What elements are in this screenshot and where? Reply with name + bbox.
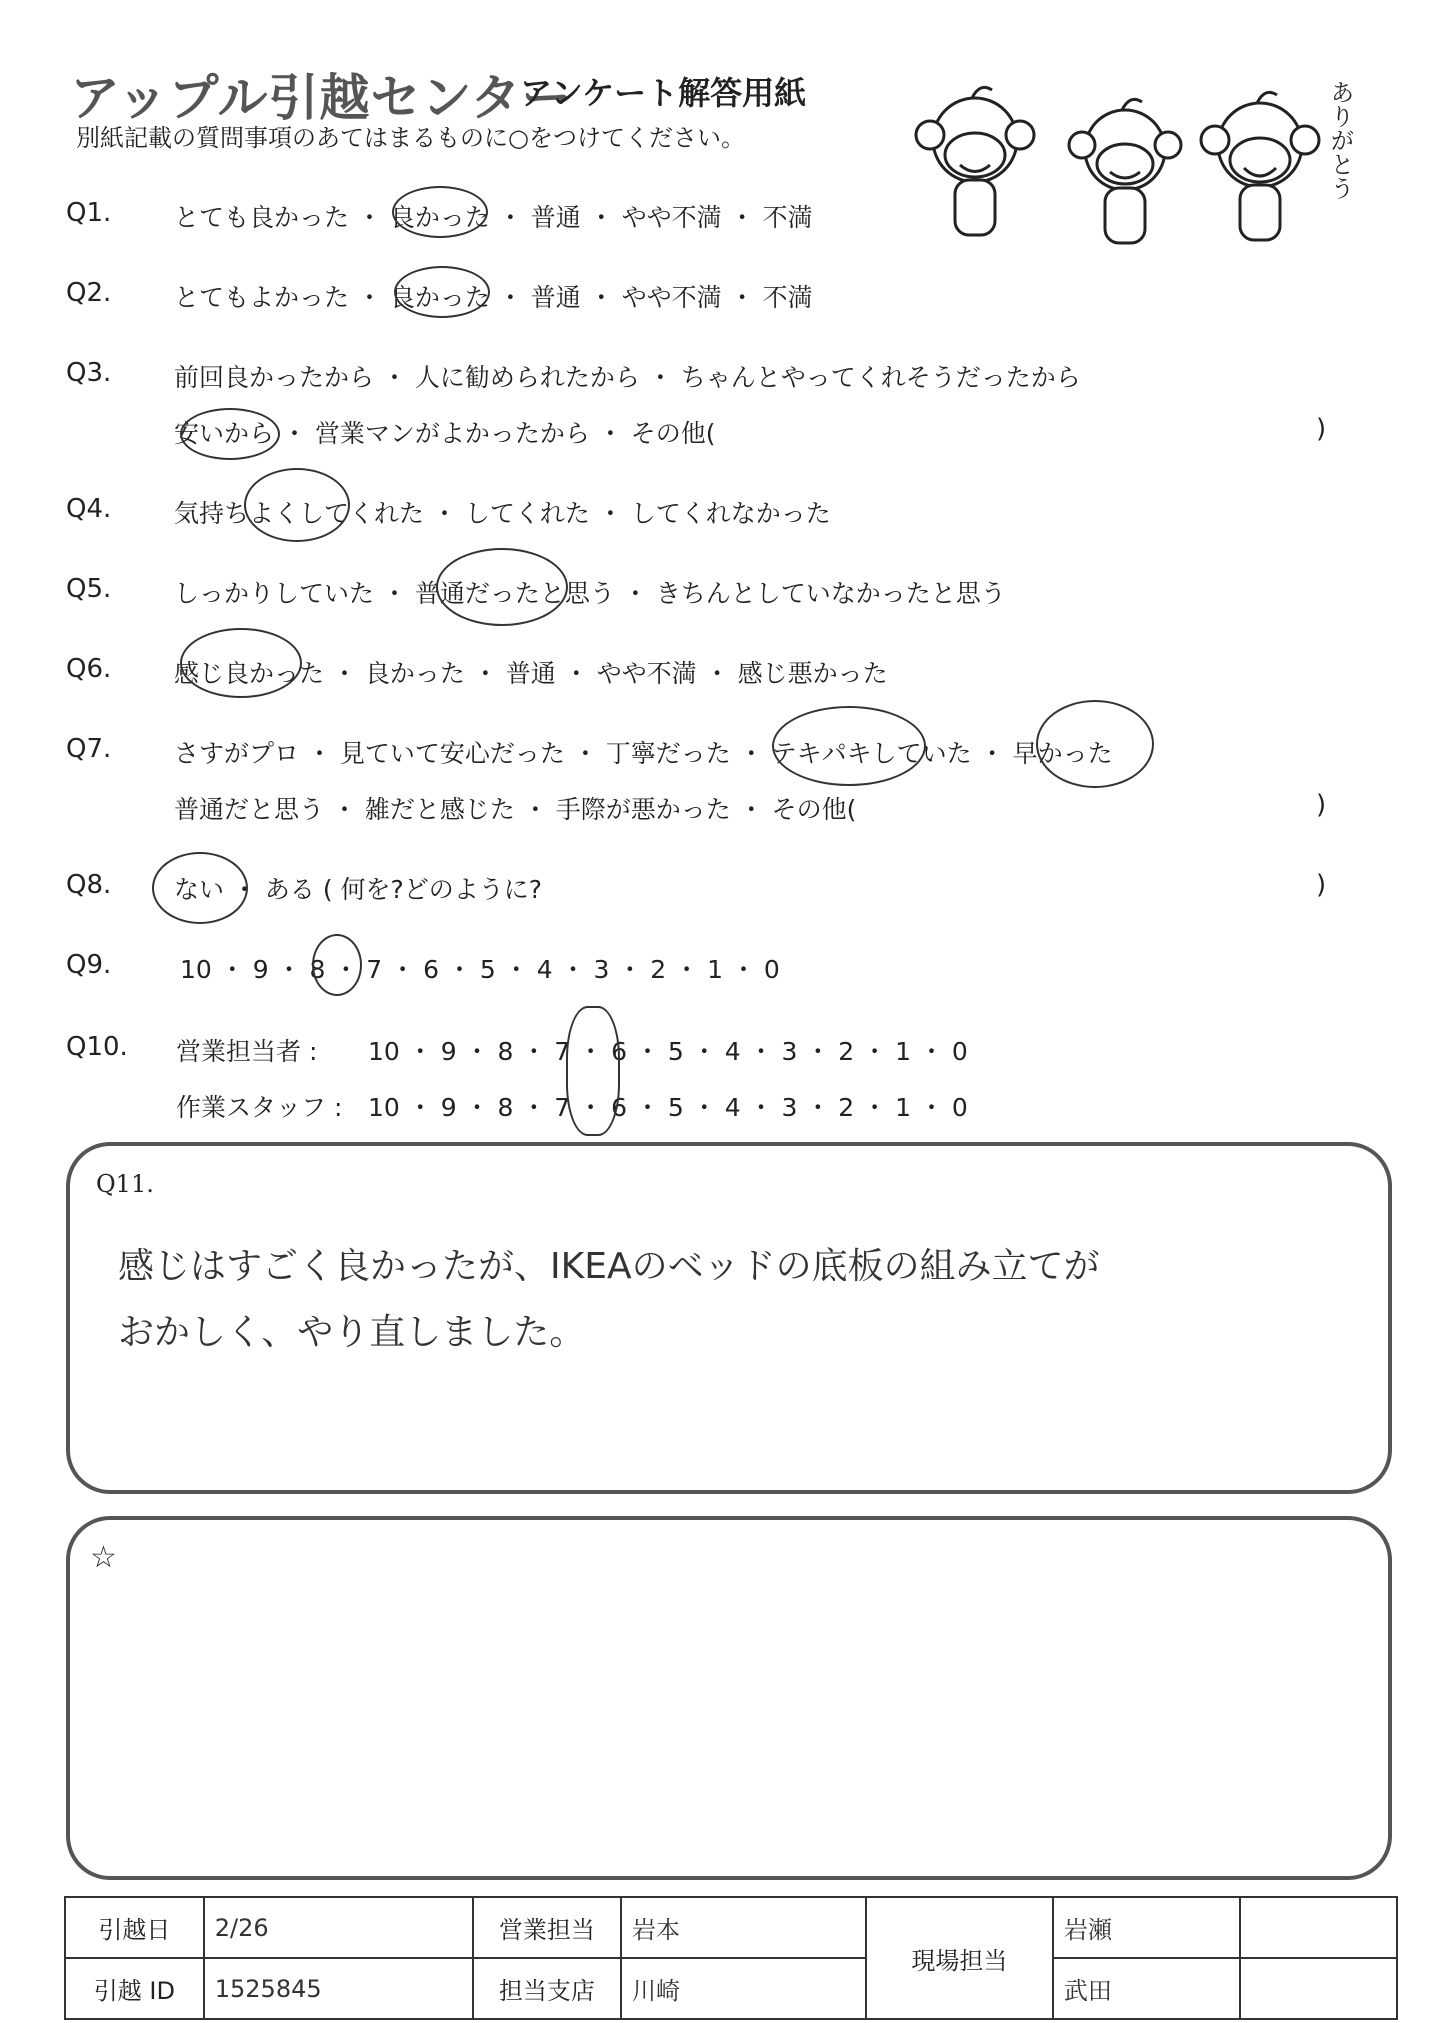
move-date-label: 引越日 [65,1897,204,1958]
q7-options-line2: 普通だと思う ・ 雑だと感じた ・ 手際が悪かった ・ その他( [174,795,857,824]
q7-number: Q7. [66,734,112,764]
monkey-mascots-illustration [900,60,1360,260]
q3-close-paren: ) [1316,414,1327,444]
monkey-2-icon [1069,99,1181,243]
extra-cell-2 [1240,1958,1397,2019]
star-icon: ☆ [90,1540,117,1575]
q5-number: Q5. [66,574,112,604]
move-id-label: 引越 ID [65,1958,204,2019]
sales-value: 岩本 [621,1897,866,1958]
q1-answer-circle [392,186,488,238]
q11-handwritten-line1: 感じはすごく良かったが、IKEAのベッドの底板の組み立てが [118,1246,1100,1287]
q11-handwritten-line2: おかしく、やり直しました。 [118,1312,586,1353]
q10-staff-scale: 10 ・ 9 ・ 8 ・ 7 ・ 6 ・ 5 ・ 4 ・ 3 ・ 2 ・ 1 ・ 0 [368,1093,968,1122]
branch-label: 担当支店 [473,1958,621,2019]
q8-answer-circle [152,852,248,924]
brand-title: アップル引越センター [70,69,573,127]
q5-answer-circle [436,548,568,626]
q7-answer-circle-1 [772,706,926,786]
q3-answer-circle [180,408,280,460]
move-date-value: 2/26 [204,1897,473,1958]
q10-staff-label: 作業スタッフ : [176,1093,343,1122]
q3-number: Q3. [66,358,112,388]
q7-close-paren: ) [1316,790,1327,820]
q6-options: 感じ良かった ・ 良かった ・ 普通 ・ やや不満 ・ 感じ悪かった [174,659,888,688]
sales-label: 営業担当 [473,1897,621,1958]
move-id-value: 1525845 [204,1958,473,2019]
q9-scale: 10 ・ 9 ・ 8 ・ 7 ・ 6 ・ 5 ・ 4 ・ 3 ・ 2 ・ 1 ・ 0 [180,955,780,984]
q2-answer-circle [394,266,490,318]
q1-number: Q1. [66,198,112,228]
q4-answer-circle [244,468,350,542]
q6-number: Q6. [66,654,112,684]
monkey-3-icon [1201,92,1319,240]
q7-answer-circle-2 [1036,700,1154,788]
star-comment-box [66,1516,1392,1880]
instruction-text: 別紙記載の質問事項のあてはまるものに○をつけてください。 [76,124,745,152]
site-label: 現場担当 [866,1897,1053,2019]
form-subtitle: アンケート解答用紙 [520,74,807,112]
q4-number: Q4. [66,494,112,524]
q11-comment-box [66,1142,1392,1494]
q1-options: とても良かった ・ 良かった ・ 普通 ・ やや不満 ・ 不満 [174,203,813,232]
site-value-1: 岩瀬 [1053,1897,1240,1958]
q9-number: Q9. [66,950,112,980]
q8-options: ない ・ ある ( 何を?どのように? [174,875,543,904]
site-value-2: 武田 [1053,1958,1240,2019]
q11-label: Q11. [96,1170,154,1198]
q6-answer-circle [180,628,302,698]
q10-number: Q10. [66,1032,128,1062]
q10-sales-scale: 10 ・ 9 ・ 8 ・ 7 ・ 6 ・ 5 ・ 4 ・ 3 ・ 2 ・ 1 ・ 0 [368,1037,968,1066]
thanks-text: ありがとう [1326,80,1354,200]
q2-options: とてもよかった ・ 良かった ・ 普通 ・ やや不満 ・ 不満 [174,283,813,312]
q3-options-line2: 安いから ・ 営業マンがよかったから ・ その他( [174,419,716,448]
q8-number: Q8. [66,870,112,900]
q4-options: 気持ちよくしてくれた ・ してくれた ・ してくれなかった [174,499,831,528]
info-table [64,1896,1398,2020]
monkey-1-icon [916,87,1034,235]
q8-close-paren: ) [1316,870,1327,900]
q2-number: Q2. [66,278,112,308]
q9-answer-circle [312,934,362,996]
q3-options-line1: 前回良かったから ・ 人に勧められたから ・ ちゃんとやってくれそうだったから [174,363,1081,392]
q7-options-line1: さすがプロ ・ 見ていて安心だった ・ 丁寧だった ・ テキパキしていた ・ 早かった [174,739,1113,768]
q10-answer-circle [566,1006,620,1136]
branch-value: 川崎 [621,1958,866,2019]
extra-cell-1 [1240,1897,1397,1958]
q10-sales-label: 営業担当者 : [176,1037,318,1066]
q5-options: しっかりしていた ・ 普通だったと思う ・ きちんとしていなかったと思う [174,579,1006,608]
